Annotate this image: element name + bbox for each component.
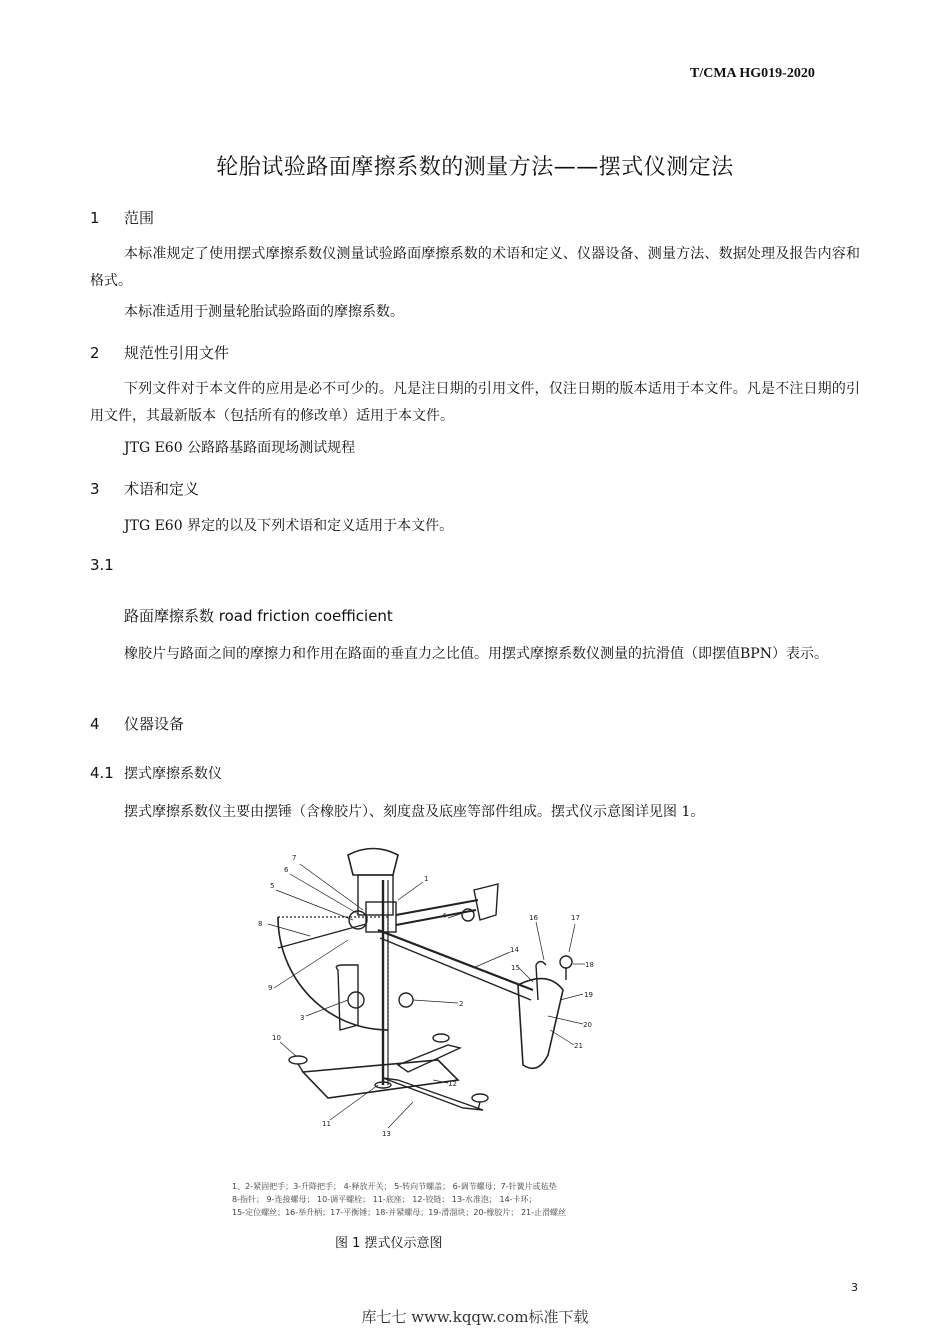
part-label-6: 6 — [284, 866, 289, 874]
section-3-paragraph-1: JTG E60 界定的以及下列术语和定义适用于本文件。 — [124, 518, 454, 534]
section-number: 4 — [90, 715, 100, 733]
section-title: 术语和定义 — [124, 480, 200, 498]
part-label-17: 17 — [571, 914, 580, 922]
part-label-10: 10 — [272, 1034, 281, 1042]
part-label-9: 9 — [268, 984, 273, 992]
part-label-15: 15 — [511, 964, 520, 972]
part-label-21: 21 — [574, 1042, 583, 1050]
legend-line: 8-指针； 9-连接螺母； 10-调平螺栓； 11-底座； 12-铰链； 13-水准泡； 14-卡环； — [232, 1195, 537, 1204]
pendulum-tester-figure — [248, 840, 608, 1140]
part-label-19: 19 — [584, 991, 593, 999]
part-label-3: 3 — [300, 1014, 305, 1022]
section-number: 3 — [90, 480, 100, 498]
section-1-paragraph-2: 本标准适用于测量轮胎试验路面的摩擦系数。 — [124, 304, 404, 320]
section-2-heading — [90, 342, 229, 363]
section-2-paragraph-1: 下列文件对于本文件的应用是必不可少的。凡是注日期的引用文件，仅注日期的版本适用于本文件。凡是不注日期的引用文件，其最新版本（包括所有的修改单）适用于本文件。 — [90, 381, 860, 424]
section-title: 规范性引用文件 — [124, 344, 230, 362]
section-2-reference: JTG E60 公路路基路面现场测试规程 — [124, 440, 356, 456]
part-label-1: 1 — [424, 875, 429, 883]
figure-caption: 图 1 摆式仪示意图 — [335, 1236, 443, 1251]
document-code: T/CMA HG019-2020 — [690, 66, 815, 81]
legend-line: 1、2-紧固把手；3-升降把手； 4-释放开关； 5-转向节螺盖； 6-调节螺母；7-针簧片或毡垫 — [232, 1182, 557, 1191]
section-number: 2 — [90, 344, 100, 362]
section-title: 摆式摩擦系数仪 — [124, 766, 222, 782]
section-number: 4.1 — [90, 764, 114, 782]
part-label-13: 13 — [382, 1130, 391, 1138]
section-4-heading — [90, 713, 184, 734]
part-label-7: 7 — [292, 854, 297, 862]
section-3-heading — [90, 478, 199, 499]
section-title: 范围 — [124, 209, 155, 227]
section-title: 仪器设备 — [124, 715, 185, 733]
footer-watermark: 库七七 www.kqqw.com标准下载 — [361, 1308, 589, 1326]
section-1-paragraph-1: 本标准规定了使用摆式摩擦系数仪测量试验路面摩擦系数的术语和定义、仪器设备、测量方法、数据处理及报告内容和格式。 — [90, 246, 860, 289]
part-label-20: 20 — [583, 1021, 592, 1029]
part-label-4: 4 — [442, 912, 447, 920]
part-label-12: 12 — [448, 1080, 457, 1088]
part-label-8: 8 — [258, 920, 263, 928]
part-label-16: 16 — [529, 914, 538, 922]
section-4-1-heading — [90, 763, 222, 783]
section-number: 1 — [90, 209, 100, 227]
part-label-14: 14 — [510, 946, 519, 954]
section-4-1-paragraph: 摆式摩擦系数仪主要由摆锤（含橡胶片）、刻度盘及底座等部件组成。摆式仪示意图详见图 1。 — [124, 804, 705, 820]
part-label-18: 18 — [585, 961, 594, 969]
term-road-friction-coefficient: 路面摩擦系数 road friction coefficient — [124, 607, 393, 625]
section-3-1-number: 3.1 — [90, 556, 114, 574]
legend-line: 15-定位螺丝；16-举升柄；17-平衡锤；18-并紧螺母；19-滑溜块；20-橡胶片； 21-止滑螺丝 — [232, 1208, 567, 1217]
section-1-heading — [90, 207, 154, 228]
section-3-1-definition: 橡胶片与路面之间的摩擦力和作用在路面的垂直力之比值。用摆式摩擦系数仪测量的抗滑值（即摆值BPN）表示。 — [124, 646, 828, 662]
pendulum-tester-diagram — [248, 840, 608, 1140]
part-label-11: 11 — [322, 1120, 331, 1128]
page-number: 3 — [851, 1281, 858, 1294]
document-title: 轮胎试验路面摩擦系数的测量方法——摆式仪测定法 — [216, 155, 734, 180]
part-label-5: 5 — [270, 882, 275, 890]
part-label-2: 2 — [459, 1000, 464, 1008]
figure-legend — [232, 1180, 566, 1219]
